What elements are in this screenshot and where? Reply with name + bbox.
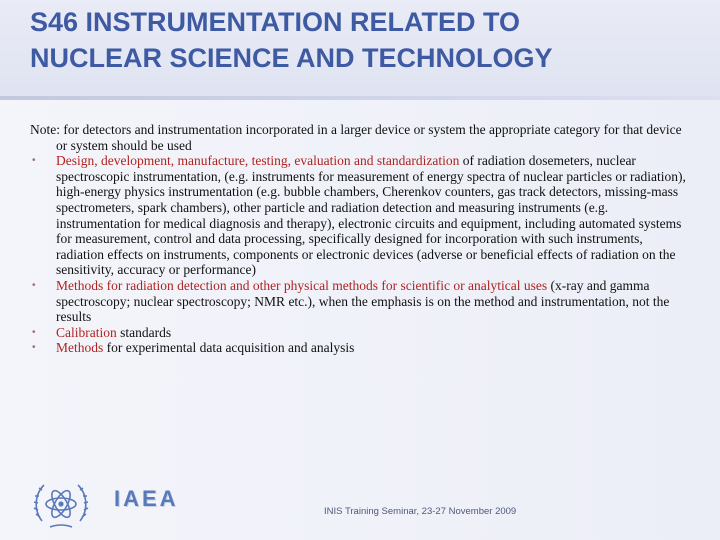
bullet-dot-icon: • <box>32 326 36 338</box>
bullet-item-methods-detection <box>30 278 690 325</box>
bullet-dot-icon: • <box>32 279 36 291</box>
bullet-text: for experimental data acquisition and analysis <box>103 340 355 356</box>
bullet-highlight: Design, development, manufacture, testing, evaluation and standardization <box>56 153 460 169</box>
iaea-emblem-icon <box>32 477 90 531</box>
footer-event: INIS Training Seminar, 23-27 November 2009 <box>324 506 517 517</box>
title-line-1: S46 INSTRUMENTATION RELATED TO <box>30 7 521 37</box>
title-line-2: NUCLEAR SCIENCE AND TECHNOLOGY <box>30 43 553 73</box>
scope-note: Note: for detectors and instrumentation incorporated in a larger device or system the appropriate category for that device or system should be used <box>30 122 682 153</box>
slide-body <box>30 122 690 356</box>
title-band <box>0 0 720 100</box>
bullet-dot-icon: • <box>32 342 36 354</box>
iaea-wordmark: IAEA <box>114 486 179 511</box>
bullet-text: of radiation dosemeters, nuclear spectroscopic instrumentation, (e.g. instruments for measurement of energy spectra of nuclear particles or radiation), high-energy physics instrumentation (e.g. bubble chambers, Cherenkov counters, gas track detectors, missing-mass spectrometers, spark chambers), other particle and radiation detection and measuring instruments (e.g. instrumentation for medical diagnosis and therapy), electronic circuits and equipment, including automated systems for measurement, control and data processing, specifically designed for incorporation with such instruments, radiation effects on instruments, components or electronic devices (adverse or beneficial effects of radiation on the sensitivity, accuracy or performance) <box>56 153 686 278</box>
slide-title <box>30 4 710 76</box>
bullet-item-methods-data <box>30 340 690 356</box>
bullet-text: standards <box>116 324 172 340</box>
bullet-highlight: Calibration <box>56 324 117 340</box>
bullet-text: (x-ray and gamma spectroscopy; nuclear spectroscopy; NMR etc.), when the emphasis is on the method and instrumentation, not the results <box>56 277 670 325</box>
title-divider <box>0 96 720 100</box>
bullet-highlight: Methods <box>56 340 104 356</box>
bullet-item-calibration <box>30 325 690 341</box>
bullet-item-design <box>30 153 690 278</box>
bullet-list <box>30 153 690 356</box>
bullet-dot-icon: • <box>32 155 36 167</box>
bullet-highlight: Methods for radiation detection and other physical methods for scientific or analytical uses <box>56 277 548 293</box>
iaea-logo <box>32 477 179 531</box>
